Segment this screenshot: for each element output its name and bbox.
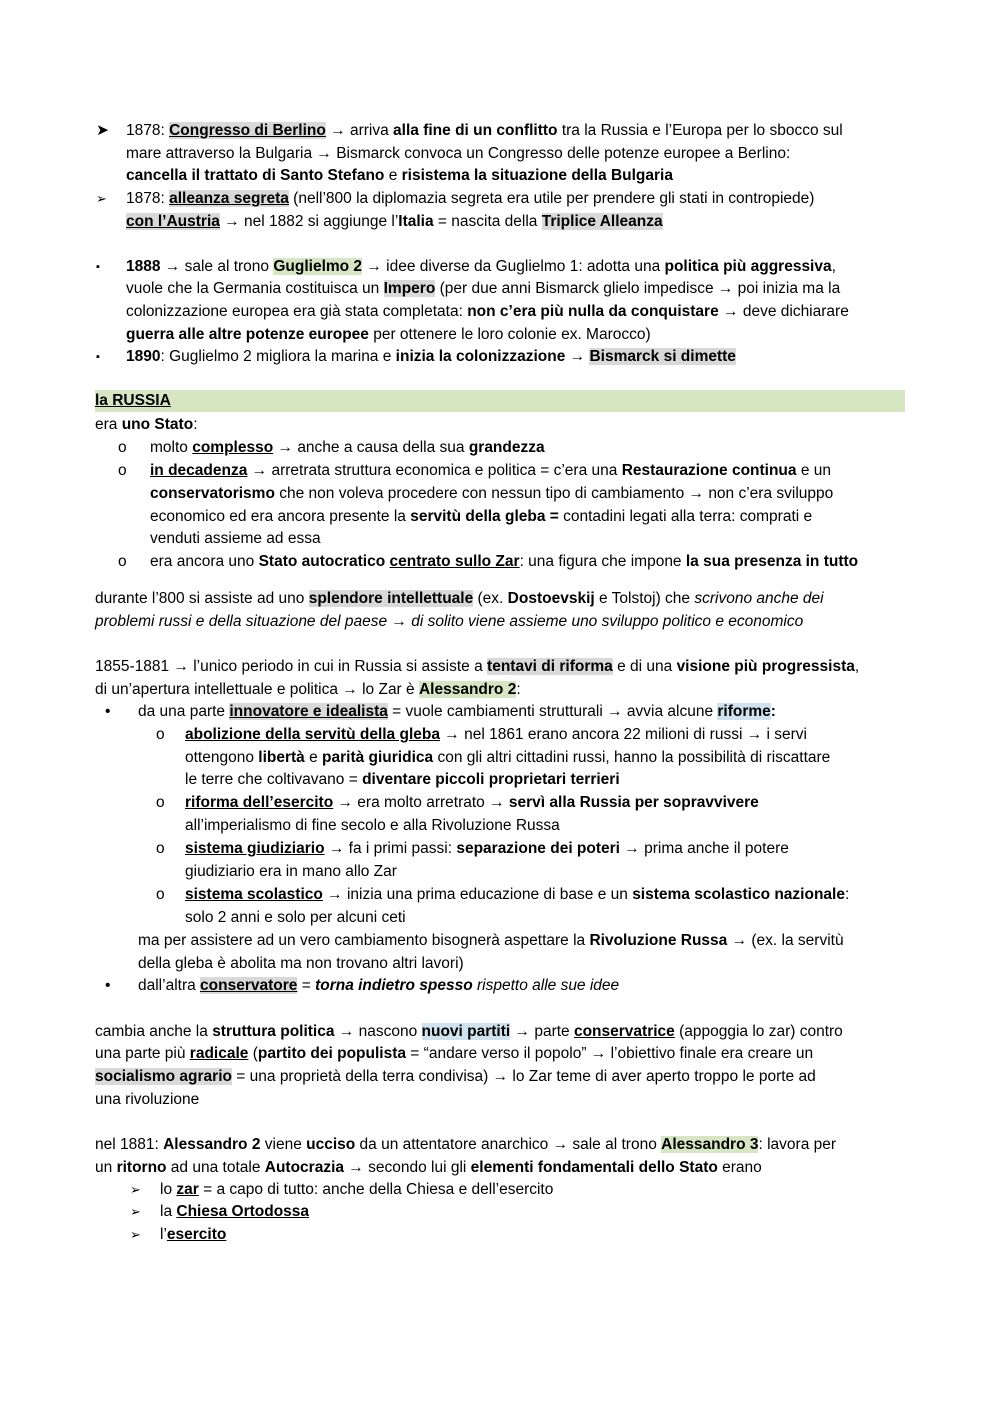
paragraph-line	[185, 838, 789, 860]
text: e un	[796, 462, 832, 479]
paragraph-line	[185, 747, 830, 769]
text: → secondo lui gli	[344, 1159, 471, 1176]
highlight-text: Bismarck si dimette	[589, 348, 736, 365]
circle-bullet-icon: o	[118, 462, 127, 479]
text: = nascita della	[433, 213, 542, 230]
circle-bullet-icon: o	[156, 840, 165, 857]
paragraph-line	[150, 460, 831, 482]
paragraph-line	[95, 679, 521, 701]
text: (appoggia lo zar) contro	[674, 1023, 843, 1040]
text: ottengono	[185, 749, 259, 766]
bold-text: alla fine di un conflitto	[393, 122, 558, 139]
paragraph-line	[138, 975, 619, 997]
text: :	[516, 681, 521, 698]
bold-text: partito dei populista	[257, 1045, 406, 1062]
text: : una figura che impone	[519, 553, 686, 570]
highlight-text: riforme	[717, 703, 771, 720]
paragraph-line	[160, 1179, 553, 1201]
paragraph-line	[185, 724, 807, 746]
highlight-text: conservatore	[200, 977, 298, 994]
paragraph-line: mare attraverso la Bulgaria → Bismarck convoca un Congresso delle potenze europee a Berlino:	[126, 145, 791, 162]
text: → nel 1882 si aggiunge l’	[219, 213, 399, 230]
paragraph-line	[185, 792, 759, 814]
text: ma per assistere ad un vero cambiamento bisognerà aspettare la	[138, 932, 590, 949]
text: ,	[854, 658, 860, 675]
highlight-text: alleanza segreta	[169, 190, 289, 207]
bold-text: radicale	[189, 1045, 249, 1062]
bold-text: libertà	[258, 749, 305, 766]
text: → era molto arretrato →	[333, 794, 509, 811]
circle-bullet-icon: o	[156, 794, 165, 811]
text: colonizzazione europea era già stata completata:	[126, 303, 468, 320]
text: molto	[150, 439, 193, 456]
bold-text: servitù della gleba =	[410, 508, 559, 525]
text: e	[304, 749, 323, 766]
text: → sale al trono	[160, 258, 274, 275]
paragraph-line	[95, 1043, 813, 1065]
text: : Guglielmo 2 migliora la marina e	[160, 348, 396, 365]
text: e Tolstoj) che	[594, 590, 695, 607]
paragraph-line	[95, 1066, 816, 1088]
text: :	[844, 886, 850, 903]
text: 1878:	[126, 190, 170, 207]
bold-text: sistema giudiziario	[185, 840, 325, 857]
bold-text: esercito	[166, 1226, 227, 1243]
bold-text: zar	[176, 1181, 199, 1198]
bold-text: cancella il trattato di Santo Stefano	[126, 167, 385, 184]
bold-text: 1890	[126, 348, 161, 365]
highlight-text: tentavi di riforma	[487, 658, 613, 675]
bold-text: Rivoluzione Russa	[589, 932, 728, 949]
paragraph-line	[138, 930, 844, 952]
bold-text: Chiesa Ortodossa	[176, 1203, 310, 1220]
bold-text: guerra alle altre potenze europee	[126, 326, 369, 343]
highlight-text: nuovi partiti	[421, 1023, 511, 1040]
text: e di una	[612, 658, 677, 675]
bold-italic-text: torna indietro spesso	[315, 977, 473, 994]
paragraph-line	[126, 188, 814, 210]
highlight-text: Impero	[383, 280, 436, 297]
text: viene	[260, 1136, 307, 1153]
highlight-text: Alessandro 3	[661, 1136, 759, 1153]
paragraph-line	[126, 324, 651, 346]
bold-text: risistema la situazione della Bulgaria	[401, 167, 673, 184]
paragraph-line	[126, 120, 843, 142]
paragraph-line	[150, 483, 833, 505]
text: cambia anche la	[95, 1023, 213, 1040]
bold-text: Stato autocratico	[258, 553, 386, 570]
dot-bullet-icon: •	[105, 977, 111, 994]
bold-text: abolizione della servitù della gleba	[185, 726, 440, 743]
text: per ottenere le loro colonie ex. Marocco)	[368, 326, 651, 343]
bold-text: ritorno	[116, 1159, 167, 1176]
text: :	[193, 416, 198, 433]
arrowhead-bullet-icon: ➤	[96, 122, 109, 139]
bold-text: Italia	[398, 213, 434, 230]
circle-bullet-icon: o	[118, 439, 127, 456]
paragraph-line	[126, 301, 849, 323]
text: l’	[160, 1226, 167, 1243]
bold-text: parità giuridica	[322, 749, 434, 766]
text: contadini legati alla terra: comprati e	[558, 508, 813, 525]
highlight-text: Alessandro 2	[418, 681, 517, 698]
text: → fa i primi passi:	[324, 840, 457, 857]
paragraph-line	[160, 1201, 309, 1223]
highlight-text: Triplice Alleanza	[541, 213, 663, 230]
paragraph-line	[185, 769, 620, 791]
text: = vuole cambiamenti strutturali → avvia alcune	[387, 703, 718, 720]
paragraph-line	[95, 656, 859, 678]
text: → idee diverse da Guglielmo 1: adotta una	[362, 258, 665, 275]
text: ,	[831, 258, 836, 275]
text: (nell’800 la diplomazia segreta era utile per prendere gli stati in contropiede)	[288, 190, 815, 207]
text: era	[95, 416, 122, 433]
square-bullet-icon: ▪	[96, 261, 100, 273]
text: erano	[717, 1159, 762, 1176]
arrowhead-bullet-icon: ➢	[130, 1182, 141, 1197]
text: = “andare verso il popolo” → l’obiettivo finale era creare un	[406, 1045, 814, 1062]
paragraph-line	[126, 278, 840, 300]
text: da un attentatore anarchico → sale al trono	[355, 1136, 662, 1153]
text: (	[248, 1045, 258, 1062]
bold-text: diventare piccoli proprietari terrieri	[362, 771, 620, 788]
bold-text: separazione dei poteri	[456, 840, 620, 857]
text: → arriva	[325, 122, 394, 139]
bold-text: sistema scolastico	[185, 886, 323, 903]
text: nel 1881:	[95, 1136, 164, 1153]
text: durante l’800 si assiste ad uno	[95, 590, 309, 607]
text: lo	[160, 1181, 177, 1198]
section-highlight-bar	[95, 390, 905, 412]
paragraph-line	[126, 165, 673, 187]
paragraph-line	[126, 256, 836, 278]
bold-text: riforma dell’esercito	[185, 794, 334, 811]
bold-text: in decadenza	[150, 462, 248, 479]
bold-text: ucciso	[306, 1136, 356, 1153]
arrowhead-bullet-icon: ➢	[96, 191, 107, 206]
text: dall’altra	[138, 977, 201, 994]
bold-text: complesso	[192, 439, 274, 456]
bold-text: sistema scolastico nazionale	[632, 886, 845, 903]
bold-text: visione più progressista	[676, 658, 855, 675]
paragraph-line	[95, 588, 824, 610]
highlight-text: Congresso di Berlino	[169, 122, 326, 139]
highlight-text: con l’Austria	[126, 213, 220, 230]
highlight-text: splendore intellettuale	[308, 590, 474, 607]
paragraph-line: giudiziario era in mano allo Zar	[185, 863, 397, 880]
bold-text: :	[770, 703, 776, 720]
paragraph-line	[150, 506, 812, 528]
bold-text: conservatorismo	[150, 485, 275, 502]
text: la	[160, 1203, 177, 1220]
text: → nascono	[334, 1023, 422, 1040]
paragraph-line	[185, 884, 849, 906]
text: vuole che la Germania costituisca un	[126, 280, 384, 297]
bold-text: servì alla Russia per sopravvivere	[508, 794, 759, 811]
highlight-text: Guglielmo 2	[273, 258, 363, 275]
text: di un’apertura intellettuale e politica → lo Zar è	[95, 681, 419, 698]
text: (per due anni Bismarck glielo impedisce → poi inizia ma la	[435, 280, 841, 297]
text: e	[384, 167, 402, 184]
bold-text: Autocrazia	[264, 1159, 344, 1176]
text: → anche a causa della sua	[273, 439, 469, 456]
paragraph-line: venduti assieme ad essa	[150, 530, 321, 547]
text: le terre che coltivavano =	[185, 771, 363, 788]
paragraph-line: solo 2 anni e solo per alcuni ceti	[185, 909, 406, 926]
paragraph-line	[95, 1021, 843, 1043]
text: → arretrata struttura economica e politica = c’era una	[247, 462, 622, 479]
paragraph-line	[150, 437, 545, 459]
paragraph-line	[138, 701, 776, 723]
bold-text: inizia la colonizzazione	[395, 348, 566, 365]
text: → deve dichiarare	[718, 303, 849, 320]
bold-text: Dostoevskij	[507, 590, 595, 607]
text: da una parte	[138, 703, 230, 720]
text: → prima anche il potere	[620, 840, 789, 857]
text: che non voleva procedere con nessun tipo di cambiamento → non c’era sviluppo	[274, 485, 834, 502]
bold-text: non c’era più nulla da conquistare	[467, 303, 719, 320]
square-bullet-icon: ▪	[96, 351, 100, 363]
text: : lavora per	[758, 1136, 837, 1153]
text: → parte	[510, 1023, 574, 1040]
text: un	[95, 1159, 117, 1176]
bold-text: Restaurazione continua	[621, 462, 797, 479]
bold-text: la sua presenza in tutto	[685, 553, 859, 570]
bold-text: politica più aggressiva	[664, 258, 832, 275]
text: → inizia una prima educazione di base e un	[322, 886, 633, 903]
text: una parte più	[95, 1045, 190, 1062]
paragraph-line	[160, 1224, 226, 1246]
italic-text: rispetto alle sue idee	[472, 977, 620, 994]
paragraph-line	[150, 551, 858, 573]
paragraph-line: una rivoluzione	[95, 1091, 200, 1108]
paragraph-line	[126, 211, 663, 233]
text: 1855-1881 → l’unico periodo in cui in Russia si assiste a	[95, 658, 488, 675]
paragraph-line	[95, 1134, 836, 1156]
bold-text: 1888	[126, 258, 161, 275]
text: → (ex. la servitù	[727, 932, 844, 949]
bold-text: Alessandro 2	[163, 1136, 261, 1153]
paragraph-line: problemi russi e della situazione del paese → di solito viene assieme uno sviluppo politico e economico	[95, 613, 804, 630]
paragraph-line	[95, 1157, 762, 1179]
dot-bullet-icon: •	[105, 703, 111, 720]
bold-text: grandezza	[468, 439, 545, 456]
text: tra la Russia e l’Europa per lo sbocco sul	[557, 122, 843, 139]
paragraph-line	[95, 414, 198, 436]
arrowhead-bullet-icon: ➢	[130, 1227, 141, 1242]
italic-text: scrivono anche dei	[694, 590, 824, 607]
bold-text: conservatrice	[573, 1023, 675, 1040]
text: → nel 1861 erano ancora 22 milioni di russi → i servi	[439, 726, 807, 743]
section-title: la RUSSIA	[95, 392, 171, 409]
text: = una proprietà della terra condivisa) → lo Zar teme di aver aperto troppo le porte ad	[231, 1068, 816, 1085]
text: economico ed era ancora presente la	[150, 508, 411, 525]
circle-bullet-icon: o	[118, 553, 127, 570]
text: ad una totale	[166, 1159, 265, 1176]
highlight-text: socialismo agrario	[95, 1068, 232, 1085]
text: (ex.	[473, 590, 508, 607]
paragraph-line: all’imperialismo di fine secolo e alla Rivoluzione Russa	[185, 817, 560, 834]
highlight-text: innovatore e idealista	[229, 703, 388, 720]
text: con gli altri cittadini russi, hanno la possibilità di riscattare	[433, 749, 831, 766]
paragraph-line	[126, 346, 736, 368]
paragraph-line: della gleba è abolita ma non trovano altri lavori)	[138, 955, 464, 972]
circle-bullet-icon: o	[156, 886, 165, 903]
bold-text: struttura politica	[212, 1023, 335, 1040]
text: 1878:	[126, 122, 170, 139]
arrowhead-bullet-icon: ➢	[130, 1204, 141, 1219]
text: era ancora uno	[150, 553, 259, 570]
text: =	[297, 977, 316, 994]
circle-bullet-icon: o	[156, 726, 165, 743]
bold-text: elementi fondamentali dello Stato	[470, 1159, 718, 1176]
bold-text: centrato sullo Zar	[389, 553, 520, 570]
text: →	[565, 348, 590, 365]
text: = a capo di tutto: anche della Chiesa e dell’esercito	[198, 1181, 554, 1198]
bold-text: uno Stato	[121, 416, 194, 433]
